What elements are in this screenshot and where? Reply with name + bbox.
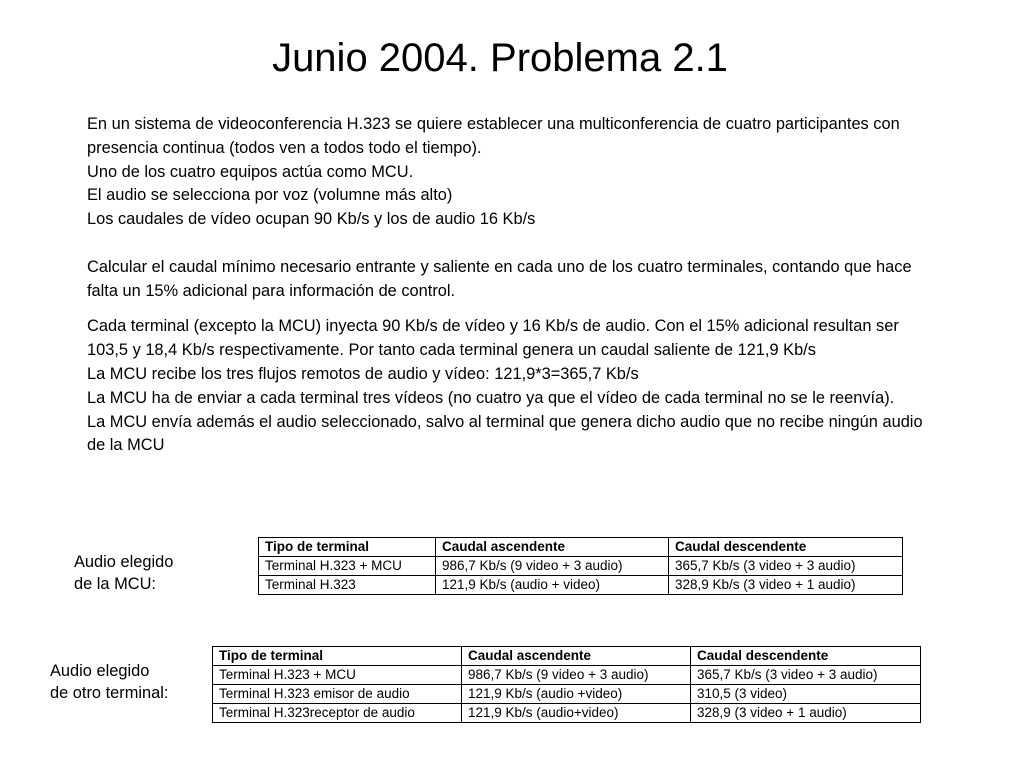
table-cell: 328,9 (3 video + 1 audio): [691, 704, 921, 723]
column-header: Caudal ascendente: [462, 647, 691, 666]
statement-line: Los caudales de vídeo ocupan 90 Kb/s y los de audio 16 Kb/s: [87, 210, 536, 229]
statement-line: El audio se selecciona por voz (volumne más alto): [87, 186, 453, 205]
statement-line: Uno de los cuatro equipos actúa como MCU.: [87, 162, 414, 181]
table-cell: Terminal H.323 + MCU: [259, 557, 436, 576]
table-cell: Terminal H.323 + MCU: [213, 666, 462, 685]
table-cell: Terminal H.323receptor de audio: [213, 704, 462, 723]
solution-line: La MCU envía además el audio seleccionado, salvo al terminal que genera dicho audio que no recibe ningún audio de la MCU: [87, 412, 923, 455]
paragraph-gap: [87, 303, 937, 315]
column-header: Tipo de terminal: [213, 647, 462, 666]
table-cell: 986,7 Kb/s (9 video + 3 audio): [462, 666, 691, 685]
table-row: [213, 704, 921, 723]
paragraph-gap: [87, 232, 937, 256]
case2-label-line: Audio elegido: [50, 662, 150, 680]
case2-table: [212, 646, 921, 723]
table-header-row: [213, 647, 921, 666]
table-row: [213, 666, 921, 685]
statement-paragraph: En un sistema de videoconferencia H.323 se quiere establecer una multiconferencia de cuatro participantes con presencia continua (todos ven a todos todo el tiempo).: [87, 115, 900, 157]
question-paragraph: Calcular el caudal mínimo necesario entrante y saliente en cada uno de los cuatro terminales, contando que hace falta un 15% adicional para información de control.: [87, 257, 912, 300]
solution-paragraph: Cada terminal (excepto la MCU) inyecta 90 Kb/s de vídeo y 16 Kb/s de audio. Con el 15% adicional resultan ser 103,5 y 18,4 Kb/s respectivamente. Por tanto cada terminal genera un caudal saliente de 121,9 Kb/s: [87, 317, 899, 360]
table-row: [259, 576, 903, 595]
table-cell: 328,9 Kb/s (3 video + 1 audio): [669, 576, 903, 595]
case2-label: [50, 660, 168, 704]
table-cell: Terminal H.323: [259, 576, 436, 595]
solution-line: La MCU recibe los tres flujos remotos de audio y vídeo: 121,9*3=365,7 Kb/s: [87, 364, 639, 383]
table-cell: 365,7 Kb/s (3 video + 3 audio): [691, 666, 921, 685]
case2-label-line: de otro terminal:: [50, 684, 169, 702]
case1-table: [258, 537, 903, 595]
solution-line: La MCU ha de enviar a cada terminal tres vídeos (no cuatro ya que el vídeo de cada terminal no se le reenvía).: [87, 388, 895, 407]
column-header: Tipo de terminal: [259, 538, 436, 557]
table-row: [259, 557, 903, 576]
table-cell: 986,7 Kb/s (9 video + 3 audio): [436, 557, 669, 576]
table-header-row: [259, 538, 903, 557]
table-cell: Terminal H.323 emisor de audio: [213, 685, 462, 704]
table-cell: 365,7 Kb/s (3 video + 3 audio): [669, 557, 903, 576]
table-cell: 121,9 Kb/s (audio +video): [462, 685, 691, 704]
table-cell: 121,9 Kb/s (audio + video): [436, 576, 669, 595]
case1-label-line: de la MCU:: [74, 575, 156, 593]
table-cell: 121,9 Kb/s (audio+video): [462, 704, 691, 723]
table-cell: 310,5 (3 video): [691, 685, 921, 704]
case1-label: [74, 551, 173, 595]
column-header: Caudal descendente: [691, 647, 921, 666]
case1-label-line: Audio elegido: [74, 553, 174, 571]
slide-title: Junio 2004. Problema 2.1: [272, 36, 728, 80]
table-row: [213, 685, 921, 704]
column-header: Caudal ascendente: [436, 538, 669, 557]
column-header: Caudal descendente: [669, 538, 903, 557]
body-text: [87, 113, 937, 458]
